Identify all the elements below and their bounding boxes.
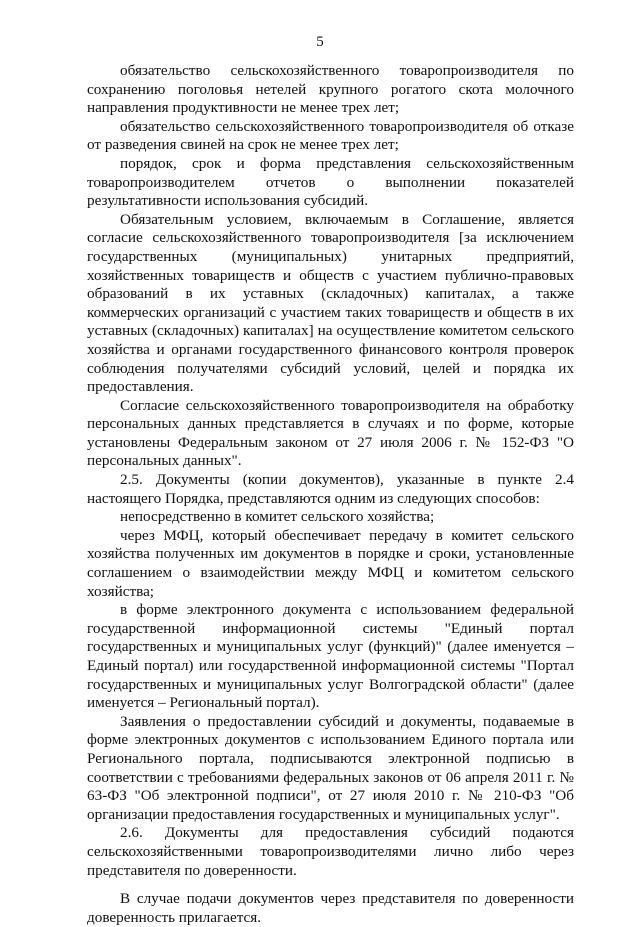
paragraph-electronic-submission: в форме электронного документа с использованием федеральной государственной информационной системы "Единый портал государственных и муниципальных услуг (функций)" (далее именуется – Единый портал) или государственной информационной системы "Портал государственных и муниципальных услуг Волгоградской области" (далее именуется – Региональный портал).	[87, 601, 574, 712]
paragraph-heifers-obligation: обязательство сельскохозяйственного товаропроизводителя по сохранению поголовья нетелей крупного рогатого скота молочного направления продуктивности не менее трех лет;	[87, 62, 574, 117]
paragraph-mandatory-condition: Обязательным условием, включаемым в Соглашение, является согласие сельскохозяйственного товаропроизводителя [за исключением государственных (муниципальных) унитарных предприятий, хозяйственных товариществ и обществ с участием публично-правовых образований в их уставных (складочных) капиталах, а также коммерческих организаций с участием таких товариществ и обществ в их уставных (складочных) капиталах] на осуществление комитетом сельского хозяйства и органами государственного финансового контроля проверок соблюдения получателями субсидий условий, целей и порядка их предоставления.	[87, 210, 574, 396]
paragraph-pigs-obligation: обязательство сельскохозяйственного товаропроизводителя об отказе от разведения свиней на срок не менее трех лет;	[87, 117, 574, 154]
paragraph-reporting-procedure: порядок, срок и форма представления сельскохозяйственным товаропроизводителем отчетов о выполнении показателей результативности использования субсидий.	[87, 154, 574, 210]
page-number: 5	[316, 34, 324, 50]
paragraph-2-5-submission-methods: 2.5. Документы (копии документов), указанные в пункте 2.4 настоящего Порядка, представляются одним из следующих способов:	[87, 471, 574, 507]
paragraph-2-6-personal-or-representative: 2.6. Документы для предоставления субсидий подаются сельскохозяйственными товаропроизводителями лично либо через представителя по доверенности.	[87, 824, 574, 879]
paragraph-direct-submission: непосредственно в комитет сельского хозяйства;	[120, 508, 435, 526]
paragraph-electronic-signature: Заявления о предоставлении субсидий и документы, подаваемые в форме электронных документов с использованием Единого портала или Регионального портала, подписываются электронной подписью в соответствии с требованиями федеральных законов от 06 апреля 2011 г. № 63-ФЗ "Об электронной подписи", от 27 июля 2010 г. № 210-ФЗ "Об организации предоставления государственных и муниципальных услуг".	[87, 712, 574, 823]
paragraph-personal-data-consent: Согласие сельскохозяйственного товаропроизводителя на обработку персональных данных представляется в случаях и по форме, которые установлены Федеральным законом от 27 июля 2006 г. № 152-ФЗ "О персональных данных".	[87, 396, 574, 470]
paragraph-mfc-submission: через МФЦ, который обеспечивает передачу в комитет сельского хозяйства полученных им документов в порядке и сроки, установленные соглашением о взаимодействии между МФЦ и комитетом сельского хозяйства;	[87, 526, 574, 600]
document-body	[87, 62, 574, 927]
paragraph-power-of-attorney: В случае подачи документов через представителя по доверенности доверенность прилагается.	[87, 890, 574, 926]
